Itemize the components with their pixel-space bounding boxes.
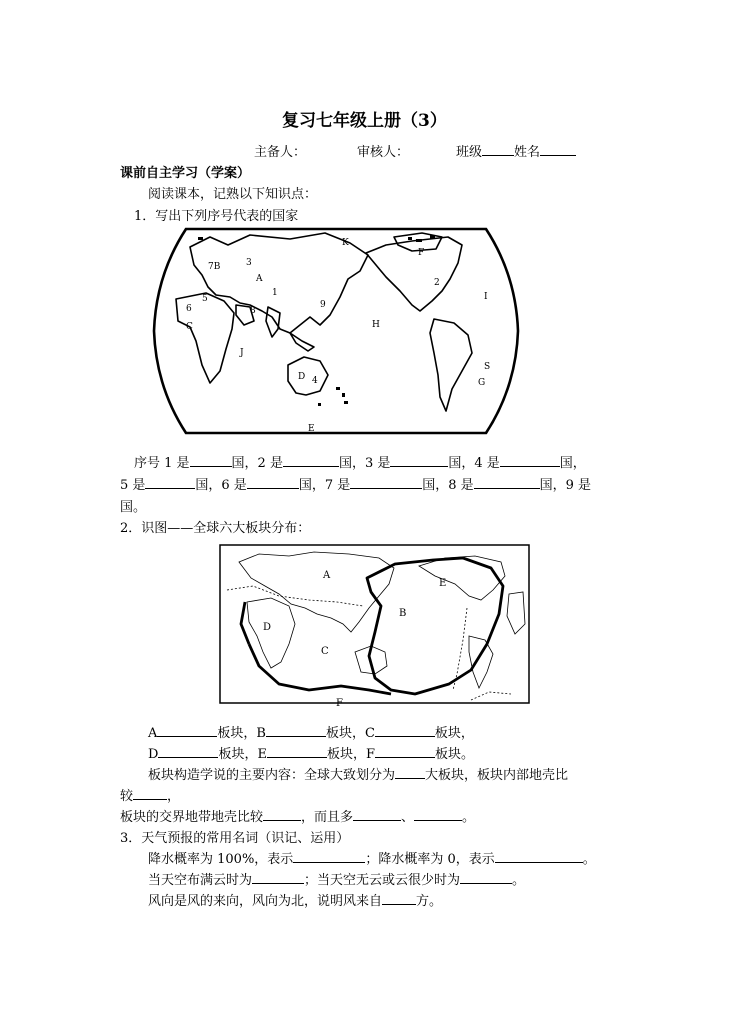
map-label-7B: 7B (208, 262, 221, 272)
south-america-shape (430, 319, 472, 411)
name-blank[interactable] (540, 143, 576, 156)
name-label: 姓名 (514, 145, 541, 160)
australia-shape (288, 357, 328, 395)
map-label-E: E (308, 424, 315, 434)
clear-blank[interactable] (460, 871, 512, 884)
reviewer-label: 审核人： (357, 145, 410, 160)
india-shape (266, 307, 280, 337)
north-america-shape (366, 237, 462, 311)
crust-boundary-blank[interactable] (263, 808, 301, 821)
map-label-1: 1 (272, 288, 278, 298)
q1-fill-line-1: 序号 1 是 国，2 是 国，3 是 国，4 是 国， (134, 456, 586, 471)
hazard-blank-1[interactable] (353, 808, 401, 821)
preparer-label: 主备人： (254, 145, 307, 160)
plate-label-C: C (321, 646, 329, 657)
q1-prompt: 1．写出下列序号代表的国家 (134, 209, 299, 224)
blank-2[interactable] (283, 454, 339, 467)
q3-line-3: 风向是风的来向，风向为北，说明风来自 方。 (148, 894, 443, 909)
map-label-G: G (478, 378, 486, 388)
plate-blank-B[interactable] (266, 724, 326, 737)
q3-line-1: 降水概率为 100%，表示 ；降水概率为 0，表示 。 (148, 852, 596, 867)
map-label-9: 9 (320, 300, 326, 310)
world-map (150, 225, 522, 437)
plate-theory-line-3: 板块的交界地带地壳比较 ，而且多 、 。 (120, 810, 476, 825)
class-field (456, 141, 576, 160)
map-label-8: 8 (250, 306, 256, 316)
map-label-6: 6 (186, 304, 192, 314)
plate-blank-F[interactable] (375, 745, 435, 758)
q2-prompt: 2．识图——全球六大板块分布： (120, 521, 311, 536)
intro-text: 阅读课本，记熟以下知识点： (148, 187, 318, 202)
page-title: 复习七年级上册（3） (282, 111, 447, 131)
blank-7[interactable] (350, 476, 422, 489)
class-label: 班级 (456, 145, 483, 160)
blank-8[interactable] (474, 476, 540, 489)
plate-map (219, 544, 530, 706)
q2-row-1: A 板块，B 板块，C 板块， (148, 726, 474, 741)
map-label-A: A (256, 274, 263, 284)
map-label-F: F (418, 248, 425, 258)
plate-blank-C[interactable] (375, 724, 435, 737)
map-label-J: J (240, 348, 244, 358)
plate-blank-E[interactable] (267, 745, 327, 758)
africa-shape (176, 293, 234, 383)
blank-5[interactable] (145, 476, 195, 489)
plate-label-B: B (399, 608, 407, 619)
plate-theory-line-2: 较 ， (120, 789, 181, 804)
map-label-I: I (484, 292, 488, 302)
class-blank[interactable] (482, 143, 514, 156)
blank-4[interactable] (500, 454, 560, 467)
southeast-asia-shape (290, 333, 314, 351)
q1-fill-line-2: 5 是 国，6 是 国，7 是 国，8 是 国，9 是 (120, 478, 592, 493)
q2-row-2: D 板块，E 板块，F 板块。 (148, 747, 474, 762)
map-label-C: C (186, 322, 193, 332)
plate-label-A: A (323, 570, 331, 581)
map-label-K: K (342, 238, 349, 248)
plate-count-blank[interactable] (395, 766, 425, 779)
plate-blank-A[interactable] (157, 724, 217, 737)
map-label-5: 5 (202, 294, 208, 304)
map-label-3: 3 (246, 258, 252, 268)
map-label-2: 2 (434, 278, 440, 288)
blank-3[interactable] (390, 454, 448, 467)
overcast-blank[interactable] (252, 871, 304, 884)
hazard-blank-2[interactable] (414, 808, 462, 821)
q3-prompt: 3．天气预报的常用名词（识记、运用） (120, 831, 350, 846)
plate-blank-D[interactable] (158, 745, 218, 758)
plate-label-F: F (336, 698, 343, 709)
map-label-D: D (298, 372, 306, 382)
precip-0-blank[interactable] (495, 850, 583, 863)
blank-6[interactable] (247, 476, 299, 489)
blank-1[interactable] (190, 454, 232, 467)
wind-direction-blank[interactable] (382, 892, 416, 905)
section-heading: 课前自主学习（学案） (120, 166, 251, 181)
map-label-4: 4 (312, 376, 318, 386)
precip-100-blank[interactable] (293, 850, 365, 863)
plate-theory-line-1: 板块构造学说的主要内容：全球大致划分为 大板块，板块内部地壳比 (148, 768, 569, 783)
plate-label-E: E (439, 578, 447, 589)
map-label-S: S (484, 362, 491, 372)
crust-interior-blank[interactable] (133, 787, 167, 800)
q1-fill-line-3: 国。 (120, 500, 147, 515)
q3-line-2: 当天空布满云时为 ；当天空无云或云很少时为 。 (148, 873, 526, 888)
map-label-H: H (372, 320, 380, 330)
plate-label-D: D (263, 622, 272, 633)
